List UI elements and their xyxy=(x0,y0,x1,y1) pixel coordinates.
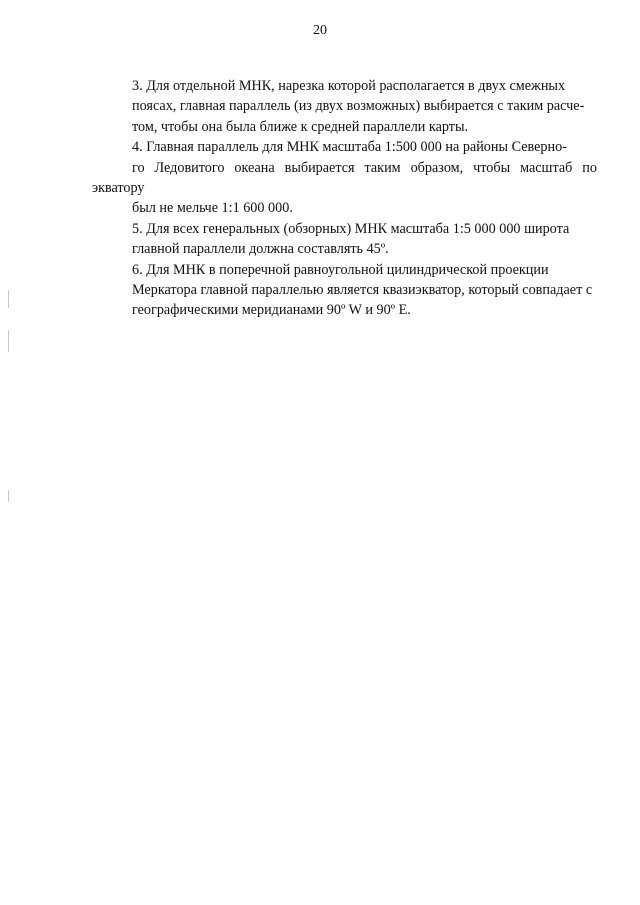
scan-margin-mark xyxy=(8,490,9,502)
paragraph-line: го Ледовитого океана выбирается таким образом, чтобы масштаб по экватору xyxy=(92,159,597,197)
paragraph-line: 3. Для отдельной МНК, нарезка которой располагается в двух смежных xyxy=(132,78,566,94)
paragraph-line: 4. Главная параллель для МНК масштаба 1:500 000 на районы Северно- xyxy=(132,139,567,156)
scan-margin-mark xyxy=(8,290,9,308)
paragraph-line: 5. Для всех генеральных (обзорных) МНК масштаба 1:5 000 000 широта xyxy=(132,220,570,237)
paragraph-line: поясах, главная параллель (из двух возможных) выбирается с таким расче- xyxy=(132,98,585,115)
document-body xyxy=(92,76,597,321)
paragraph-line: географическими меридианами 90º W и 90º E. xyxy=(132,302,411,319)
scan-margin-mark xyxy=(8,330,9,352)
paragraph-line: был не мельче 1:1 600 000. xyxy=(132,200,293,217)
paragraph-line: том, чтобы она была ближе к средней параллели карты. xyxy=(132,118,469,135)
page-number: 20 xyxy=(313,23,327,38)
paragraph-3 xyxy=(92,76,597,137)
paragraph-5 xyxy=(92,219,597,260)
paragraph-line: 6. Для МНК в поперечной равноугольной цилиндрической проекции xyxy=(132,261,549,278)
paragraph-6 xyxy=(92,260,597,321)
paragraph-4 xyxy=(92,137,597,219)
paragraph-line: Меркатора главной параллелью является квазиэкватор, который совпадает с xyxy=(132,282,593,299)
paragraph-line: главной параллели должна составлять 45º. xyxy=(132,241,389,258)
